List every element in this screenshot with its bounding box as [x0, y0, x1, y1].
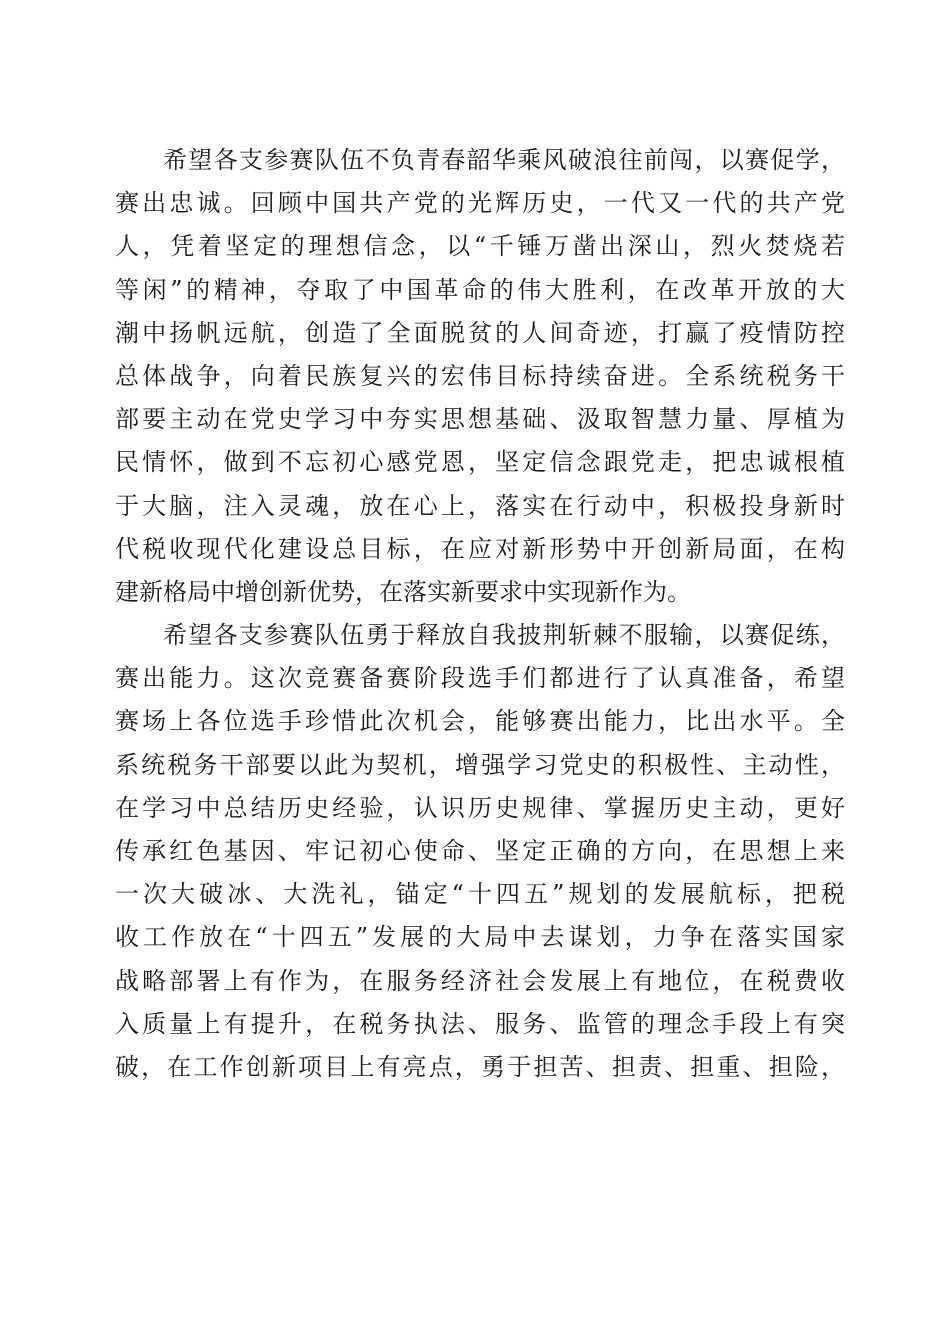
- paragraph-line: 赛出能力。这次竞赛备赛阶段选手们都进行了认真准备，希望: [115, 664, 845, 693]
- paragraph-line: 总体战争，向着民族复兴的宏伟目标持续奋进。全系统税务干: [115, 361, 845, 390]
- paragraph-2: [115, 614, 845, 1089]
- paragraph-line: 部要主动在党史学习中夯实思想基础、汲取智慧力量、厚植为: [115, 405, 845, 434]
- paragraph-line: 潮中扬帆远航，创造了全面脱贫的人间奇迹，打赢了疫情防控: [115, 318, 845, 347]
- paragraph-line: 传承红色基因、牢记初心使命、坚定正确的方向，在思想上来: [115, 837, 845, 865]
- paragraph-line: 破，在工作创新项目上有亮点，勇于担苦、担责、担重、担险，: [115, 1052, 845, 1081]
- document-body: [115, 139, 845, 1089]
- paragraph-line: 赛出忠诚。回顾中国共产党的光辉历史，一代又一代的共产党: [115, 189, 845, 218]
- paragraph-line: 收工作放在“十四五”发展的大局中去谋划，力争在落实国家: [115, 923, 845, 952]
- paragraph-line: 入质量上有提升，在税务执法、服务、监管的理念手段上有突: [115, 1009, 845, 1038]
- paragraph-1: [115, 139, 845, 614]
- paragraph-line: 希望各支参赛队伍不负青春韶华乘风破浪往前闯，以赛促学，: [163, 146, 845, 174]
- paragraph-line: 一次大破冰、大洗礼，锚定“十四五”规划的发展航标，把税: [115, 880, 845, 909]
- paragraph-line: 民情怀，做到不忘初心感党恩，坚定信念跟党走，把忠诚根植: [115, 448, 845, 477]
- paragraph-line: 希望各支参赛队伍勇于释放自我披荆斩棘不服输，以赛促练，: [163, 621, 845, 650]
- paragraph-line: 等闲”的精神，夺取了中国革命的伟大胜利，在改革开放的大: [115, 275, 845, 304]
- paragraph-line: 战略部署上有作为，在服务经济社会发展上有地位，在税费收: [115, 966, 845, 995]
- paragraph-line: 于大脑，注入灵魂，放在心上，落实在行动中，积极投身新时: [115, 491, 845, 520]
- paragraph-line: 人，凭着坚定的理想信念，以“千锤万凿出深山，烈火焚烧若: [115, 232, 845, 261]
- paragraph-line: 代税收现代化建设总目标，在应对新形势中开创新局面，在构: [115, 534, 845, 563]
- paragraph-line: 系统税务干部要以此为契机，增强学习党史的积极性、主动性，: [115, 750, 845, 779]
- paragraph-line: 在学习中总结历史经验，认识历史规律、掌握历史主动，更好: [115, 793, 845, 822]
- paragraph-line: 赛场上各位选手珍惜此次机会，能够赛出能力，比出水平。全: [115, 707, 845, 736]
- paragraph-line: 建新格局中增创新优势，在落实新要求中实现新作为。: [115, 577, 691, 606]
